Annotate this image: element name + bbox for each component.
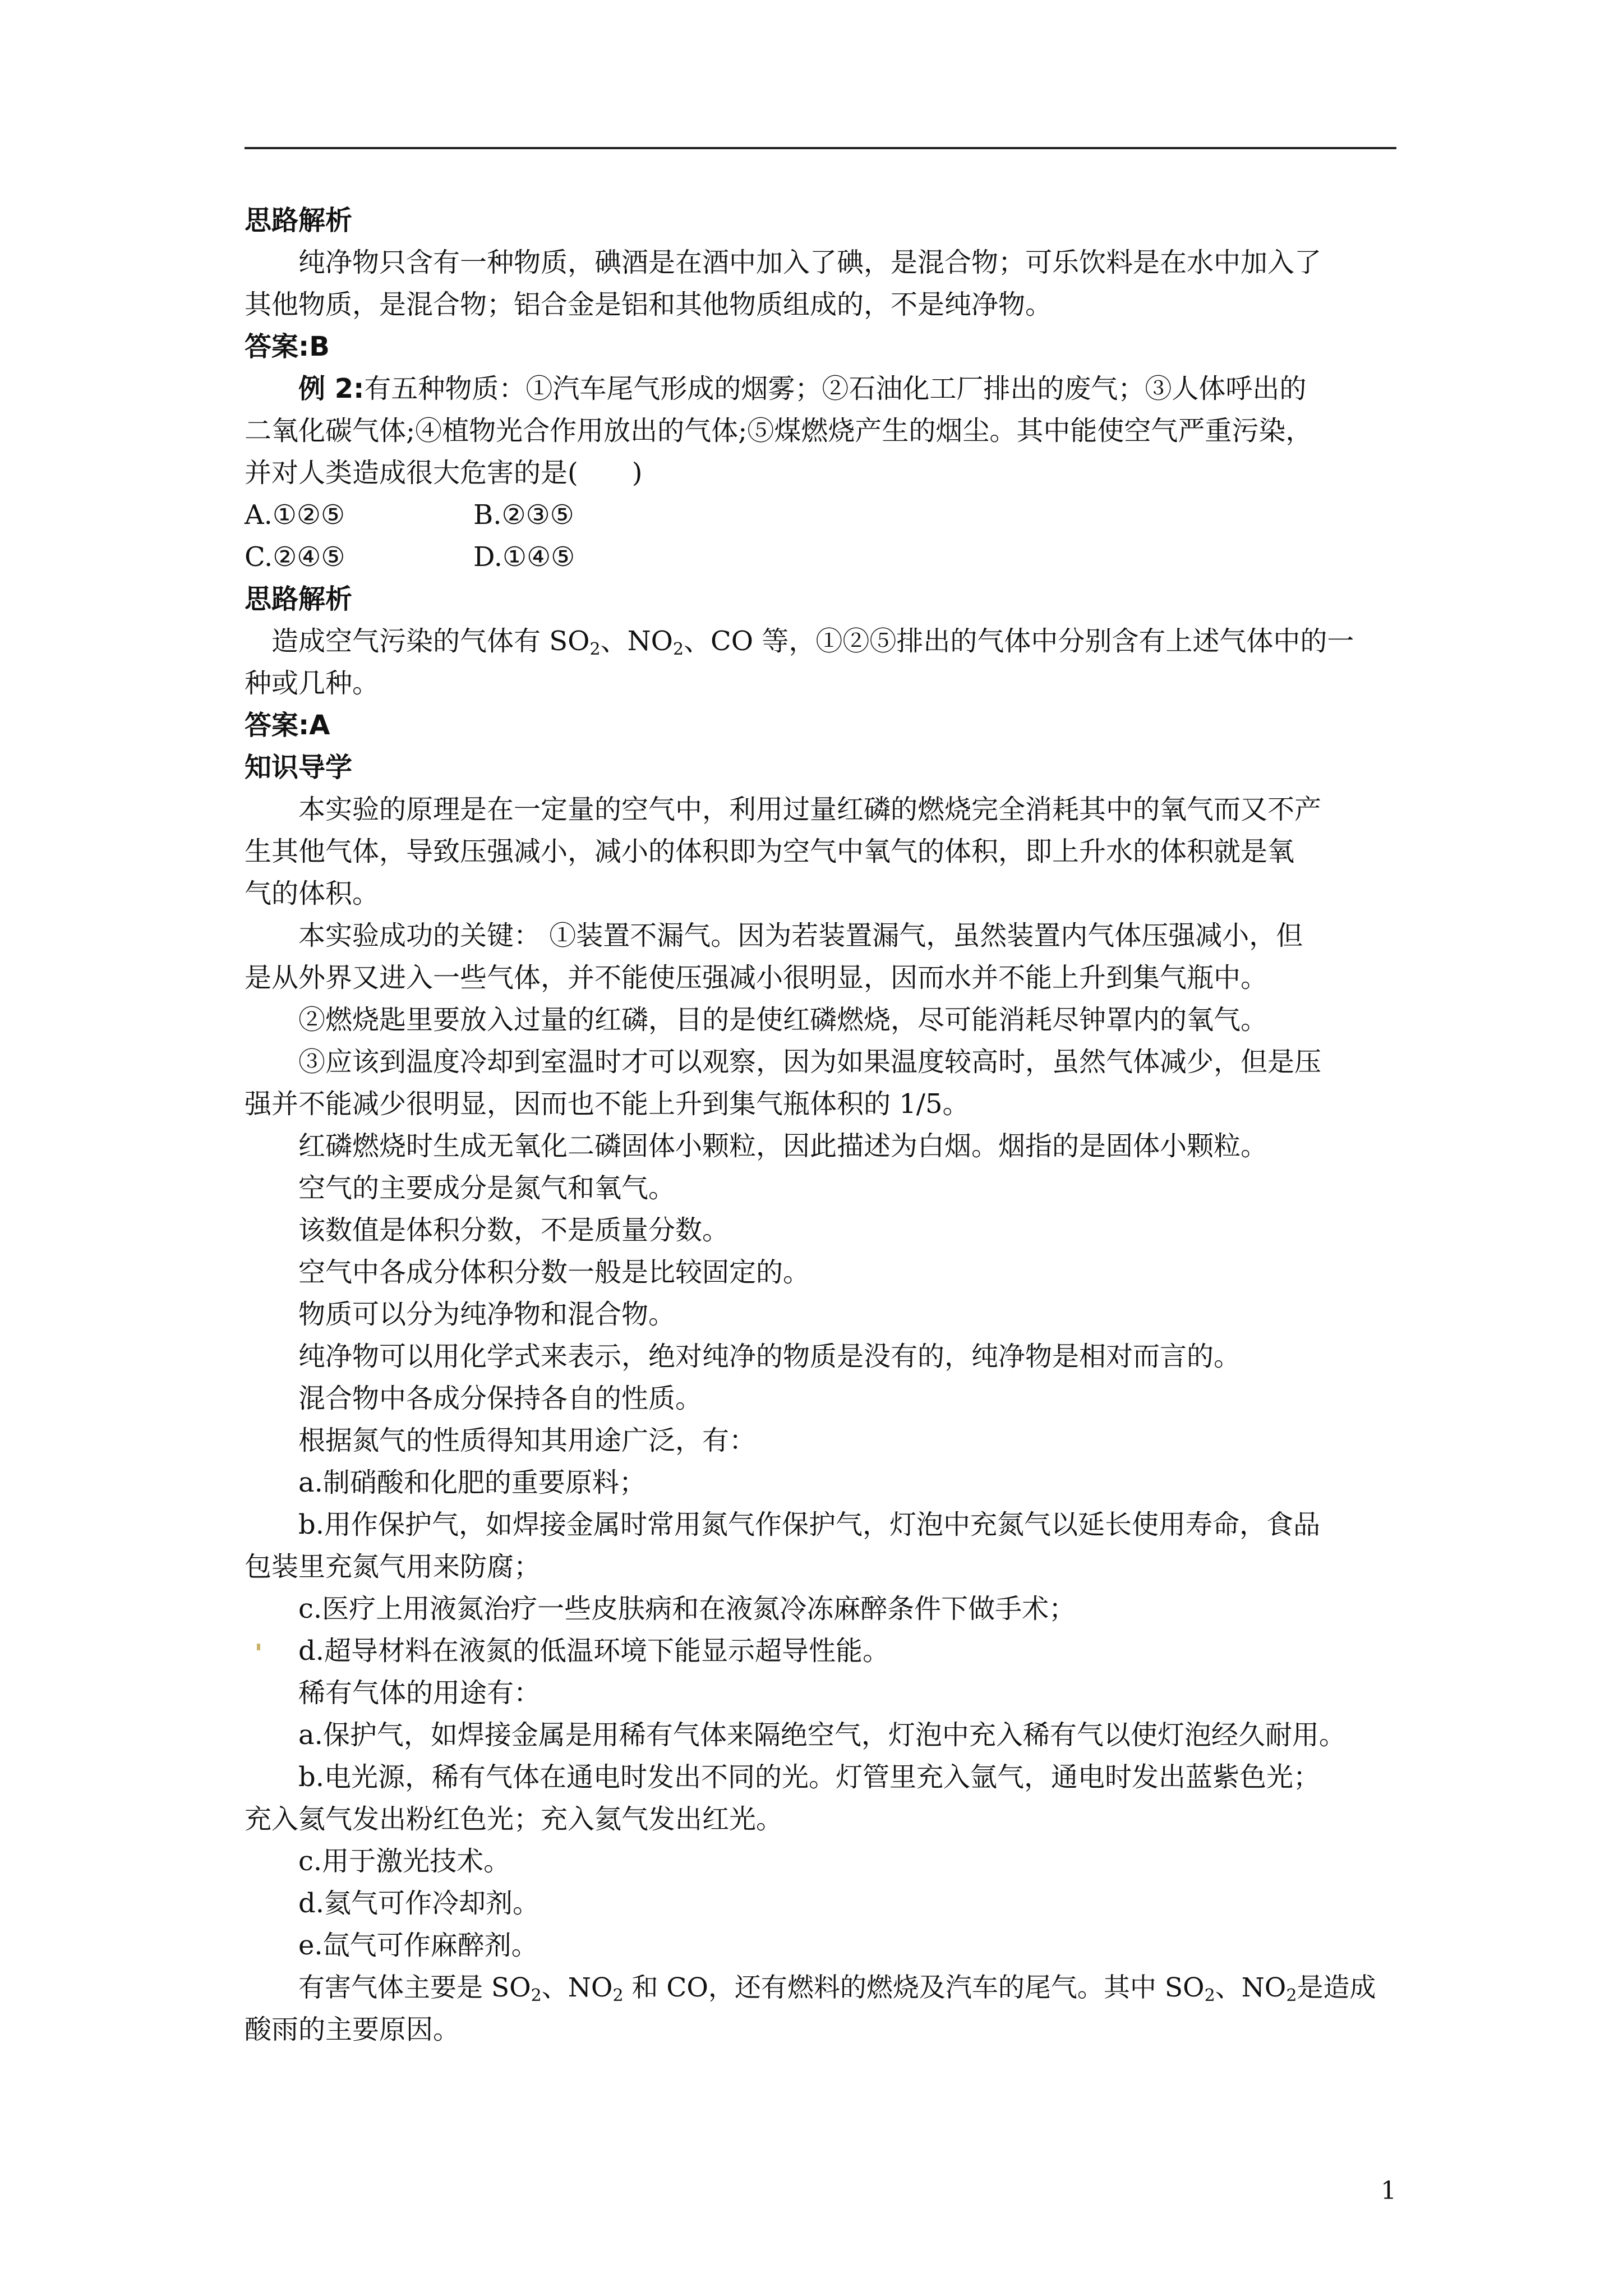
text-run: 和 CO，还有燃料的燃烧及汽车的尾气。其中 SO (623, 1972, 1205, 2003)
paragraph-line: 气的体积。 (245, 878, 380, 909)
paragraph-line: 空气的主要成分是氮气和氧气。 (298, 1172, 676, 1204)
answer-options (245, 494, 1396, 536)
section-heading: 答案:A (245, 710, 330, 741)
text-run: 、NO (1215, 1972, 1287, 2003)
paragraph-line: 强并不能减少很明显，因而也不能上升到集气瓶体积的 1/5。 (245, 1088, 970, 1120)
paragraph-line: 是从外界又进入一些气体，并不能使压强减小很明显，因而水并不能上升到集气瓶中。 (245, 962, 1268, 993)
subscript: 2 (589, 639, 601, 659)
subscript: 2 (1204, 1986, 1215, 2005)
scan-mark (257, 1644, 260, 1650)
paragraph-line: 并对人类造成很大危害的是( ) (245, 457, 643, 489)
example-label: 例 2: (298, 373, 365, 404)
paragraph-line: 空气中各成分体积分数一般是比较固定的。 (298, 1257, 810, 1288)
section-heading: 知识导学 (245, 752, 353, 783)
section-heading: 答案:B (245, 331, 330, 362)
formula-line (245, 1967, 1396, 2009)
paragraph-line: 本实验成功的关键： ①装置不漏气。因为若装置漏气，虽然装置内气体压强减小，但 (298, 920, 1303, 951)
paragraph-line: 二氧化碳气体;④植物光合作用放出的气体;⑤煤燃烧产生的烟尘。其中能使空气严重污染， (245, 415, 1313, 447)
paragraph-line: ③应该到温度冷却到室温时才可以观察，因为如果温度较高时，虽然气体减少，但是压 (298, 1046, 1322, 1078)
answer-options (245, 536, 1396, 578)
paragraph-line: a.制硝酸和化肥的重要原料； (298, 1467, 646, 1498)
paragraph-line: d.氦气可作冷却剂。 (298, 1888, 540, 1919)
subscript: 2 (531, 1986, 542, 2005)
example-question (245, 368, 1396, 410)
paragraph-line: 纯净物只含有一种物质，碘酒是在酒中加入了碘，是混合物；可乐饮料是在水中加入了 (298, 247, 1322, 278)
paragraph-line: b.电光源，稀有气体在通电时发出不同的光。灯管里充入氩气，通电时发出蓝紫色光； (298, 1761, 1320, 1793)
option-item: D.①④⑤ (473, 541, 575, 573)
text-run: 造成空气污染的气体有 SO (271, 625, 590, 657)
paragraph-line: 包装里充氮气用来防腐； (245, 1551, 541, 1582)
formula-line (245, 620, 1396, 662)
paragraph-line: c.用于激光技术。 (298, 1846, 511, 1877)
paragraph-line: e.氙气可作麻醉剂。 (298, 1930, 538, 1961)
paragraph-line: 稀有气体的用途有： (298, 1677, 541, 1709)
paragraph-line: 红磷燃烧时生成无氧化二磷固体小颗粒，因此描述为白烟。烟指的是固体小颗粒。 (298, 1130, 1268, 1162)
text-run: 、CO 等，①②⑤排出的气体中分别含有上述气体中的一 (684, 625, 1354, 657)
paragraph-line: 种或几种。 (245, 668, 380, 699)
header-rule (245, 147, 1396, 149)
paragraph-line: 生其他气体，导致压强减小，减小的体积即为空气中氧气的体积，即上升水的体积就是氧 (245, 836, 1295, 867)
paragraph-line: 该数值是体积分数，不是质量分数。 (298, 1214, 730, 1246)
paragraph-line: a.保护气，如焊接金属是用稀有气体来隔绝空气，灯泡中充入稀有气以使灯泡经久耐用。 (298, 1719, 1346, 1751)
paragraph-line: 物质可以分为纯净物和混合物。 (298, 1299, 676, 1330)
paragraph-line: 根据氮气的性质得知其用途广泛，有： (298, 1425, 757, 1456)
paragraph-line: ②燃烧匙里要放入过量的红磷，目的是使红磷燃烧，尽可能消耗尽钟罩内的氧气。 (298, 1004, 1268, 1036)
paragraph-line: 纯净物可以用化学式来表示，绝对纯净的物质是没有的，纯净物是相对而言的。 (298, 1341, 1241, 1372)
page-number: 1 (1381, 2177, 1396, 2205)
option-item: B.②③⑤ (473, 499, 574, 531)
paragraph-line: b.用作保护气，如焊接金属时常用氮气作保护气，灯泡中充氮气以延长使用寿命，食品 (298, 1509, 1320, 1540)
text-run: 、NO (541, 1972, 613, 2003)
section-heading: 思路解析 (245, 583, 353, 615)
paragraph-line: d.超导材料在液氮的低温环境下能显示超导性能。 (298, 1635, 889, 1667)
text-run: 是造成 (1297, 1972, 1376, 2003)
subscript: 2 (672, 639, 684, 659)
paragraph-line: 充入氦气发出粉红色光；充入氦气发出红光。 (245, 1803, 783, 1835)
paragraph-line: 其他物质，是混合物；铝合金是铝和其他物质组成的，不是纯净物。 (245, 289, 1053, 320)
subscript: 2 (1286, 1986, 1297, 2005)
option-item: A.①②⑤ (245, 499, 345, 531)
document-body (245, 200, 1396, 2051)
paragraph-line: c.医疗上用液氮治疗一些皮肤病和在液氮冷冻麻醉条件下做手术； (298, 1593, 1076, 1625)
section-heading: 思路解析 (245, 205, 353, 236)
paragraph-line: 酸雨的主要原因。 (245, 2014, 460, 2045)
text-run: 有害气体主要是 SO (298, 1972, 531, 2003)
option-item: C.②④⑤ (245, 541, 345, 573)
text-run: 、NO (600, 625, 673, 657)
paragraph-line: 混合物中各成分保持各自的性质。 (298, 1383, 703, 1414)
paragraph-line: 本实验的原理是在一定量的空气中，利用过量红磷的燃烧完全消耗其中的氧气而又不产 (298, 794, 1322, 825)
question-text: 有五种物质：①汽车尾气形成的烟雾；②石油化工厂排出的废气；③人体呼出的 (364, 373, 1307, 404)
subscript: 2 (612, 1986, 624, 2005)
